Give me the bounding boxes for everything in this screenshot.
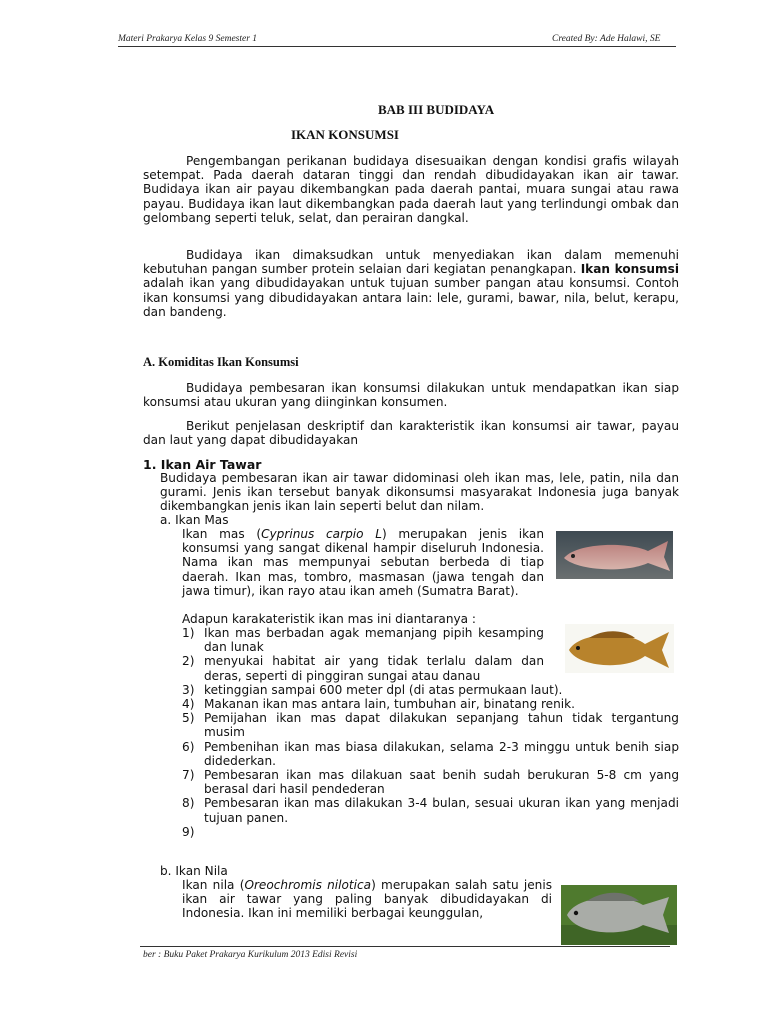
list-item: 3) ketinggian sampai 600 meter dpl (di atas permukaan laut). [182, 682, 563, 697]
ikan-mas-desc-text: Ikan mas ( [182, 527, 262, 541]
intro-p2-text: Budidaya ikan dimaksudkan untuk menyediakan ikan dalam memenuhi kebutuhan pangan sumber protein selaian dari kegiatan penangkapan. [143, 248, 679, 277]
list-item: 6) Pembenihan ikan mas biasa dilakukan, selama 2-3 minggu untuk benih siap didederkan. [182, 739, 679, 768]
ikan-mas-photo-1 [556, 531, 673, 579]
header-rule [118, 46, 676, 47]
ikan-nila-label: b. Ikan Nila [160, 864, 228, 878]
ikan-nila-desc-rest: ) merupakan salah satu jenis ikan air tawar yang paling banyak dibudidayakan di Indonesia. Ikan ini memiliki berbagai keunggulan, [182, 878, 552, 921]
ikan-nila-description [182, 878, 552, 921]
ikan-mas-description [182, 527, 544, 598]
ikan-mas-scientific-name: Cyprinus carpio L [261, 527, 382, 541]
list-item: 4) Makanan ikan mas antara lain, tumbuhan air, binatang renik. [182, 697, 575, 712]
chapter-subtitle: IKAN KONSUMSI [291, 127, 399, 142]
list-item: 1) Ikan mas berbadan agak memanjang pipih kesamping dan lunak [182, 626, 544, 655]
intro-p2-text-rest: adalah ikan yang dibudidayakan untuk tujuan sumber pangan atau konsumsi. Contoh ikan konsumsi yang dibudidayakan antara lain: lele, gurami, bawar, nila, belut, kerapu, dan bandeng. [143, 276, 679, 319]
intro-p2-bold: Ikan konsumsi [580, 262, 679, 277]
header-left: Materi Prakarya Kelas 9 Semester 1 [118, 34, 258, 44]
ikan-mas-label: a. Ikan Mas [160, 513, 229, 527]
section-a-heading: A. Komiditas Ikan Konsumsi [143, 355, 299, 369]
list-item: 8) Pembesaran ikan mas dilakukan 3-4 bulan, sesuai ukuran ikan yang menjadi tujuan panen. [182, 796, 679, 825]
ikan-nila-desc-text: Ikan nila ( [182, 878, 245, 892]
ikan-nila-scientific-name: Oreochromis nilotica [244, 878, 372, 892]
intro-paragraph-2 [143, 248, 679, 319]
list-item: 5) Pemijahan ikan mas dapat dilakukan sepanjang tahun tidak tergantung musim [182, 711, 679, 740]
ikan-mas-characteristics-intro: Adapun karakateristik ikan mas ini diantaranya : [182, 612, 476, 626]
header-right: Created By: Ade Halawi, SE [552, 34, 661, 44]
list-item: 2) menyukai habitat air yang tidak terlalu dalam dan deras, seperti di pinggiran sungai atau danau [182, 654, 544, 683]
footer-source: ber : Buku Paket Prakarya Kurikulum 2013 Edisi Revisi [143, 950, 358, 960]
section-a-paragraph-2: Berikut penjelasan deskriptif dan karakteristik ikan konsumsi air tawar, payau dan laut yang dapat dibudidayakan [143, 419, 679, 448]
chapter-title: BAB III BUDIDAYA [378, 102, 495, 117]
ikan-mas-desc-rest: ) merupakan jenis ikan konsumsi yang sangat dikenal hampir diseluruh Indonesia. Nama ikan mas mempunyai sebutan berbeda di tiap daerah. Ikan mas, tombro, masmasan (jawa tengah dan jawa timur), ikan rayo atau ikan ameh (Sumatra Barat). [182, 527, 544, 598]
list-item: 7) Pembesaran ikan mas dilakuan saat benih sudah berukuran 5-8 cm yang berasal dari hasil pendederan [182, 768, 679, 797]
footer-rule [140, 946, 670, 947]
section-a-paragraph-1: Budidaya pembesaran ikan konsumsi dilakukan untuk mendapatkan ikan siap konsumsi atau ukuran yang diinginkan konsumen. [143, 381, 679, 410]
ikan-mas-characteristics-list: 1) Ikan mas berbadan agak memanjang pipih kesamping dan lunak 2) menyukai habitat air yang tidak terlalu dalam dan deras, seperti di pinggiran sungai atau danau 3) ketinggian sampai 600 meter dpl (di atas permukaan laut). 4) Makanan ikan mas antara lain, tumbuhan air, binatang renik. 5) Pemijahan ikan mas dapat dilakukan sepanjang tahun tidak tergantung musim 6) Pembenihan ikan mas biasa dilakukan, selama 2-3 minggu untuk benih siap didederkan. 7) Pembesaran ikan mas dilakuan saat benih sudah berukuran 5-8 cm yang berasal dari hasil pendederan 8) Pembesaran ikan mas dilakukan 3-4 bulan, sesuai ukuran ikan yang menjadi tujuan panen. 9) [182, 626, 679, 839]
freshwater-heading: 1. Ikan Air Tawar [143, 457, 262, 472]
ikan-nila-photo [561, 885, 677, 945]
intro-paragraph-1: Pengembangan perikanan budidaya disesuaikan dengan kondisi grafis wilayah setempat. Pada daerah dataran tinggi dan rendah dibudidayakan ikan air tawar. Budidaya ikan air payau dikembangkan pada daerah pantai, muara sungai atau rawa payau. Budidaya ikan laut dikembangkan pada daerah laut yang terlindungi ombak dan gelombang seperti teluk, selat, dan perairan dangkal. [143, 154, 679, 225]
freshwater-description: Budidaya pembesaran ikan air tawar didominasi oleh ikan mas, lele, patin, nila dan gurami. Jenis ikan tersebut banyak dikonsumsi masyarakat Indonesia juga banyak dikembangkan jenis ikan lain seperti belut dan nilam. [160, 471, 679, 514]
